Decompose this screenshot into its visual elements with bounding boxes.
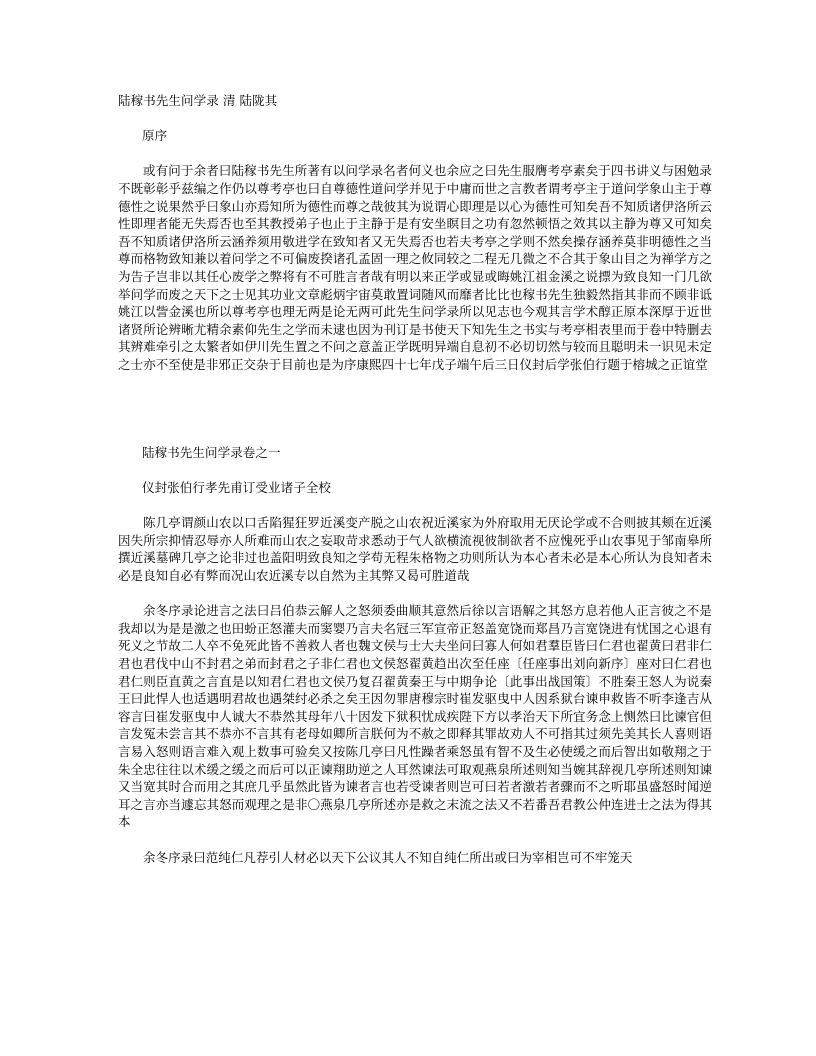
spacer (118, 145, 712, 163)
volume-heading: 陆稼书先生问学录卷之一 (142, 444, 281, 460)
editor-credit-line: 仪封张伯行孝先甫订受业诸子全校 (142, 480, 332, 496)
document-body (118, 92, 712, 866)
spacer (118, 831, 712, 849)
body-paragraph-3: 余冬序录曰范纯仁凡荐引人材必以天下公议其人不知自纯仁所出或曰为宰相岂可不牢笼天 (143, 849, 633, 865)
spacer (118, 374, 712, 444)
spacer (118, 461, 712, 479)
body-paragraph-1: 陈几亭谓颜山农以口舌陷猩狂罗近溪变产脱之山农祝近溪家为外府取用无厌论学或不合则披其颊在近溪因失所宗抑情忍辱亦人所难而山农之妄取苛求悉动于气人欲横流视彼制欲者不应愧死乎山农事见于邹南皋所撰近溪墓碑几亭之论非过也盖阳明致良知之学苟无程朱格物之功则所认为本心者未必是本心所认为良知者未必是良知自必有弊而况山农近溪专以自然为主其弊又曷可胜道哉 (118, 515, 712, 584)
spacer (118, 110, 712, 128)
preface-heading: 原序 (142, 128, 168, 144)
preface-paragraph: 或有问于余者曰陆稼书先生所著有以问学录名者何义也余应之曰先生服膺考亭素矣于四书讲义与困勉录不既彰彰乎兹编之作仍以尊考亭也曰自尊德性道问学并见于中庸而世之言教者谓考亭主于道问学象山主于尊德性之说果然乎曰象山亦焉知所为德性而尊之哉彼其为说谓心即理是以心为德性可知矣吾不知质诸伊洛所云性即理者能无失焉否也至其教授弟子也止于主静于是有安坐瞑目之功有忽然顿悟之效其以主静为尊又可知矣吾不知质诸伊洛所云涵养须用敬进学在致知者又无失焉否也若夫考亭之学则不然矣操存涵养莫非明德性之当尊而格物致知兼以着问学之不可偏废揆诸孔孟固一理之攸同较之二程无几微之不合其于象山目之为禅学方之为告子岂非以其任心废学之弊将有不可胜言者哉有明以来正学或显或晦姚江祖金溪之说摽为致良知一门几欲举问学而废之天下之士见其功业文章彪炳宇宙莫敢置词随风而靡者比比也稼书先生独毅然指其非而不顾非诋姚江以訾金溪也所以尊考亭也理无两是论无两可此先生问学录所以见志也今观其言学术醇正原本深厚于近世诸贤所论辨晰尤精余素仰先生之学而未逮也因为刊订是书使天下知先生之书实与考亭相表里而于卷中特删去其辨难牵引之太繁者如伊川先生置之不问之意盖正学既明异端自息初不必切切然与较而且聪明未一识见未定之士亦不至使是非邪正交杂于目前也是为序康熙四十七年戊子端午后三日仪封后学张伯行题于榕城之正谊堂 (118, 163, 712, 372)
body-paragraph-2: 余冬序录论进言之法曰吕伯恭云解人之怒须委曲顺其意然后徐以言语解之其怒方息若他人正言彼之不是我却以为是是激之也田蚡正怒灌夫而窦婴乃言夫名冠三军宣帝正怒盖宽饶而郑昌乃言宽饶进有忧国之心退有死义之节故二人卒不免死此皆不善救人者也魏文侯与士大夫坐问曰寡人何如君羣臣皆曰仁君也翟黄曰君非仁君也君伐中山不封君之弟而封君之子非仁君也文侯怒翟黄趋出次至任座〔任座事出刘向新序〕座对曰仁君也君仁则臣直黄之言直是以知君仁君也文侯乃复召翟黄秦王与中期争论〔此事出战国策〕不胜秦王怒人为说秦王曰此悍人也适遇明君故也遇桀纣必杀之矣王因勿罪唐穆宗时崔发驱曳中人因系狱台谏申救皆不听李逢吉从容言曰崔发驱曳中人诚大不恭然其母年八十因发下狱积忧成疾陛下方以孝治天下所宜务念上恻然曰比谏官但言发冤未尝言其不恭亦不言其有老母如卿所言朕何为不赦之即释其罪故劝人不可指其过须先美其长人喜则语言易入怒则语言难入观上数事可验矣又按陈几亭曰凡性躁者乘怒虽有智不及生必使缓之而后智出如敬翔之于朱全忠往往以术缓之缓之而后可以正谏翔助逆之人耳然谏法可取观燕泉所述则知当婉其辞视几亭所述则知谏又当宽其时合而用之其庶几乎虽然此皆为谏者言也若受谏者则岂可曰若者激若者骤而不之听耶虽盛怒时闻逆耳之言亦当遽忘其怒而观理之是非〇燕泉几亭所述亦是救之末流之法又不若番吾君教公仲连进士之法为得其本 (118, 603, 712, 830)
document-title-line: 陆稼书先生问学录 清 陆陇其 (118, 93, 278, 108)
spacer (118, 497, 712, 515)
spacer (118, 585, 712, 603)
